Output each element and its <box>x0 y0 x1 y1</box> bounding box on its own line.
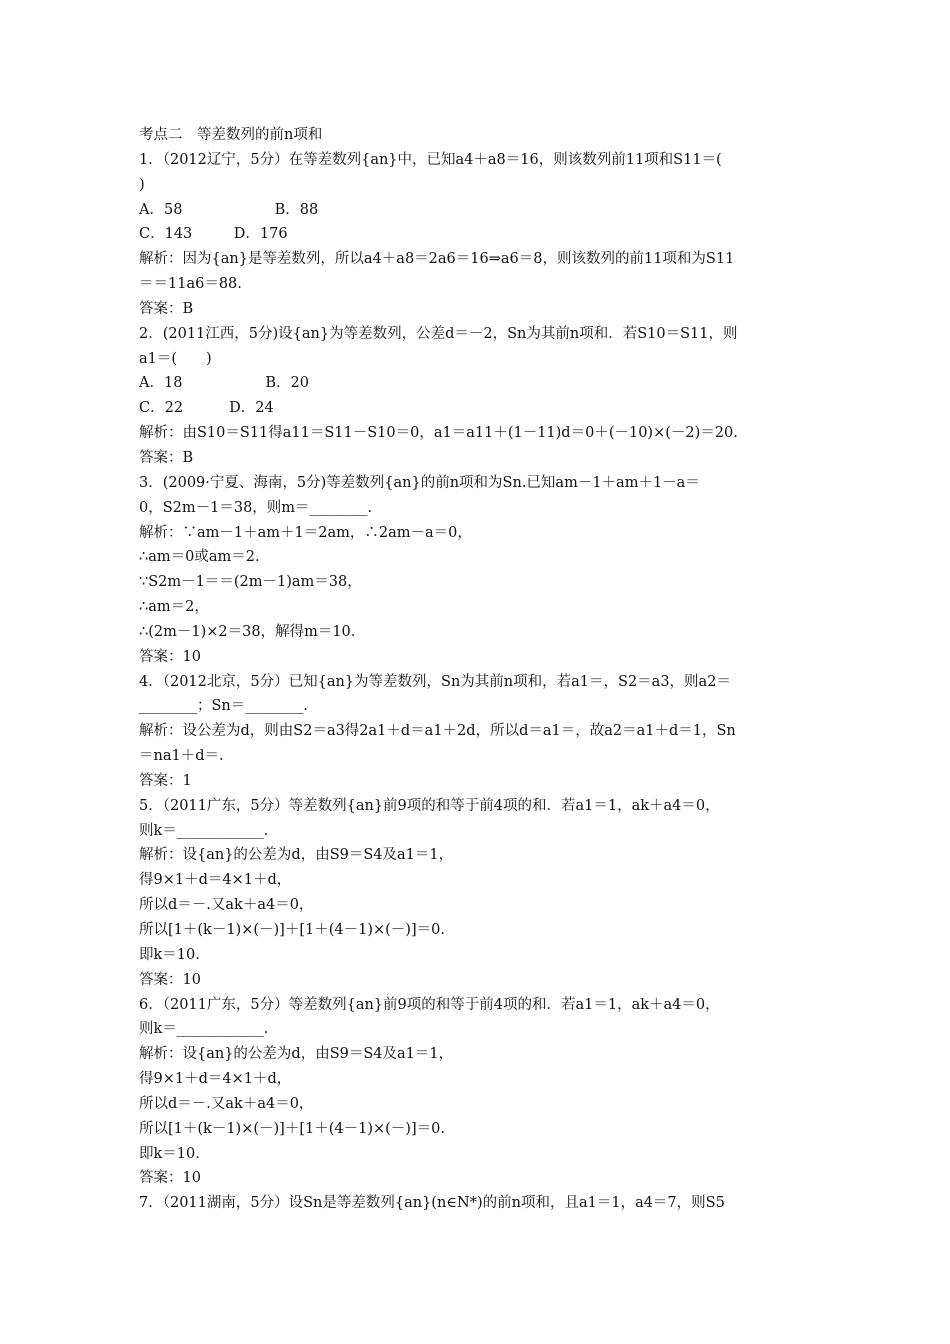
section-title: 考点二 等差数列的前n项和 <box>139 127 323 143</box>
question-5-solution: 解析：设{an}的公差为d，由S9＝S4及a1＝1， <box>139 847 454 864</box>
question-6-solution-step: 得9×1＋d＝4×1＋d， <box>139 1071 292 1088</box>
question-2-stem-cont: a1＝( ) <box>139 350 212 367</box>
question-4-stem: 4．（2012北京，5分）已知{an}为等差数列，Sn为其前n项和，若a1＝，S2＝a3，则a2＝ <box>139 673 731 690</box>
question-5-answer: 答案：10 <box>139 971 201 988</box>
document-body <box>139 123 819 1216</box>
question-4-solution-cont: ＝na1＋d＝. <box>139 748 224 765</box>
question-4-solution: 解析：设公差为d，则由S2＝a3得2a1＋d＝a1＋2d，所以d＝a1＝，故a2＝a1＋d＝1，Sn <box>139 723 736 740</box>
question-5-stem: 5．（2011广东，5分）等差数列{an}前9项的和等于前4项的和．若a1＝1，ak＋a4＝0， <box>139 797 720 814</box>
question-3-solution: 解析：∵am－1＋am＋1＝2am，∴2am－a＝0， <box>139 524 472 541</box>
question-2-solution: 解析：由S10＝S11得a11＝S11－S10＝0，a1＝a11＋(1－11)d＝0＋(－10)×(－2)＝20. <box>139 425 738 442</box>
question-3-answer: 答案：10 <box>139 648 201 665</box>
question-6-stem: 6．（2011广东，5分）等差数列{an}前9项的和等于前4项的和．若a1＝1，ak＋a4＝0， <box>139 996 720 1013</box>
question-7-stem: 7．（2011湖南，5分）设Sn是等差数列{an}(n∈N*)的前n项和，且a1＝1，a4＝7，则S5 <box>139 1195 725 1212</box>
question-5-solution-step: 所以[1＋(k－1)×(－)]＋[1＋(4－1)×(－)]＝0. <box>139 922 445 938</box>
question-4-answer: 答案：1 <box>139 772 192 789</box>
question-5-solution-step: 得9×1＋d＝4×1＋d， <box>139 872 292 889</box>
question-3-stem: 3．(2009·宁夏、海南，5分)等差数列{an}的前n项和为Sn.已知am－1＋am＋1－a＝ <box>139 474 700 491</box>
question-3-solution-step: ∴am＝0或am＝2. <box>139 549 260 566</box>
question-1-answer: 答案：B <box>139 300 194 317</box>
question-4-stem-cont: ________；Sn＝________. <box>139 698 308 715</box>
question-1-stem-cont: ) <box>139 176 145 193</box>
question-6-solution-step: 所以d＝－.又ak＋a4＝0， <box>139 1095 314 1112</box>
question-1-stem: 1．（2012辽宁，5分）在等差数列{an}中，已知a4＋a8＝16，则该数列前11项和S11＝( <box>139 151 722 168</box>
question-6-solution-step: 所以[1＋(k－1)×(－)]＋[1＋(4－1)×(－)]＝0. <box>139 1120 445 1137</box>
question-2-options-ab: A．18 B．20 <box>139 375 309 392</box>
question-2-answer: 答案：B <box>139 449 194 466</box>
question-3-stem-cont: 0，S2m－1＝38，则m＝________. <box>139 499 373 516</box>
question-1-options-cd: C．143 D．176 <box>139 226 288 243</box>
question-2-options-cd: C．22 D．24 <box>139 400 274 417</box>
question-1-solution: 解析：因为{an}是等差数列，所以a4＋a8＝2a6＝16⇒a6＝8，则该数列的前11项和为S11 <box>139 251 735 268</box>
question-1-solution-cont: ＝＝11a6＝88. <box>139 276 242 293</box>
question-5-stem-cont: 则k＝____________. <box>139 822 269 839</box>
question-5-solution-step: 即k＝10. <box>139 946 200 963</box>
question-6-answer: 答案：10 <box>139 1170 201 1187</box>
question-3-solution-step: ∴(2m－1)×2＝38，解得m＝10. <box>139 623 356 640</box>
question-3-solution-step: ∵S2m－1＝＝(2m－1)am＝38， <box>139 574 362 591</box>
question-6-stem-cont: 则k＝____________. <box>139 1021 269 1038</box>
question-2-stem: 2．(2011江西，5分)设{an}为等差数列，公差d＝－2，Sn为其前n项和．若S10＝S11，则 <box>139 325 738 342</box>
question-6-solution: 解析：设{an}的公差为d，由S9＝S4及a1＝1， <box>139 1046 454 1063</box>
question-1-options-ab: A．58 B．88 <box>139 201 319 218</box>
question-5-solution-step: 所以d＝－.又ak＋a4＝0， <box>139 897 314 914</box>
question-6-solution-step: 即k＝10. <box>139 1145 200 1162</box>
question-3-solution-step: ∴am＝2， <box>139 599 209 616</box>
